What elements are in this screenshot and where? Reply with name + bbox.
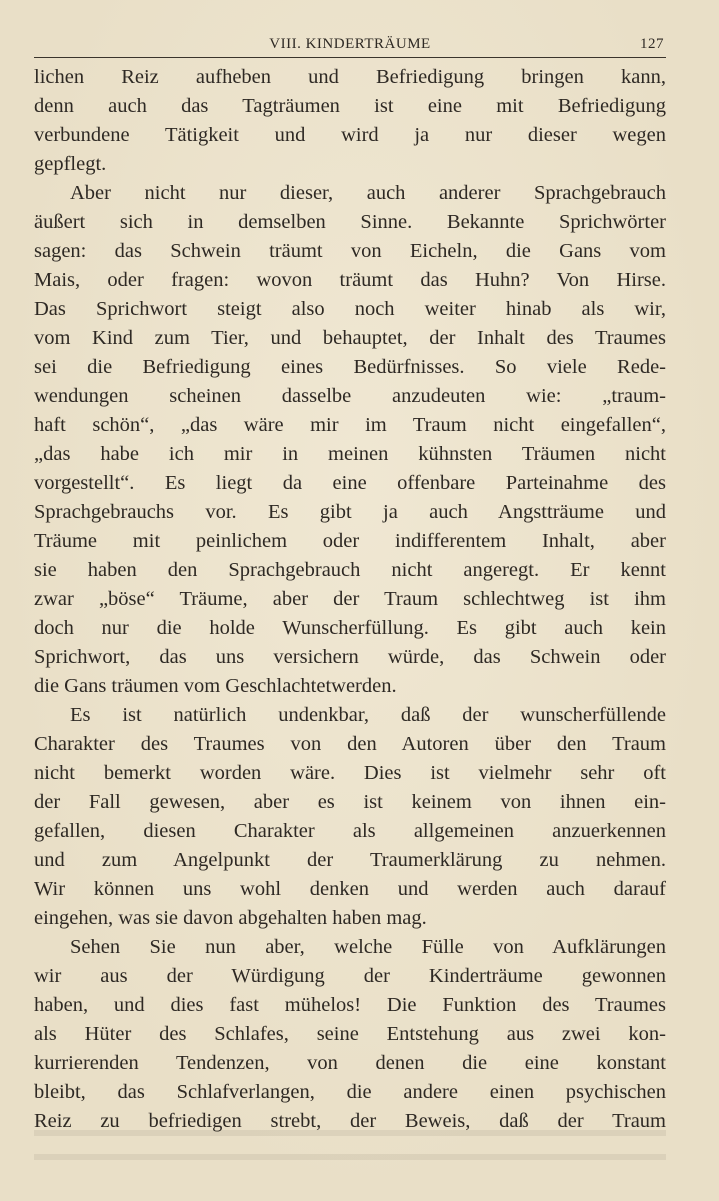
- text-line: gepflegt.: [34, 153, 107, 175]
- text-line: kurrierenden Tendenzen, von denen die eine konstant: [34, 1052, 666, 1074]
- text-line: bleibt, das Schlafverlangen, die andere einen psychischen: [34, 1081, 666, 1103]
- text-line: nicht bemerkt worden wäre. Dies ist vielmehr sehr oft: [34, 762, 666, 784]
- text-line: vom Kind zum Tier, und behauptet, der Inhalt des Traumes: [34, 327, 666, 349]
- text-line: der Fall gewesen, aber es ist keinem von ihnen ein-: [34, 791, 666, 813]
- text-line: äußert sich in demselben Sinne. Bekannte Sprichwörter: [34, 211, 666, 233]
- text-line: wendungen scheinen dasselbe anzudeuten wie: „traum-: [34, 385, 666, 407]
- text-line: sie haben den Sprachgebrauch nicht angeregt. Er kennt: [34, 559, 666, 581]
- text-line: doch nur die holde Wunscherfüllung. Es gibt auch kein: [34, 617, 666, 639]
- text-line: haben, und dies fast mühelos! Die Funktion des Traumes: [34, 994, 666, 1016]
- show-through-texture: [34, 1120, 666, 1180]
- text-line: eingehen, was sie davon abgehalten haben mag.: [34, 907, 427, 929]
- paragraph-start-line: Aber nicht nur dieser, auch anderer Sprachgebrauch: [70, 182, 666, 204]
- text-line: gefallen, diesen Charakter als allgemeinen anzuerkennen: [34, 820, 666, 842]
- running-title: VIII. KINDERTRÄUME: [269, 36, 431, 52]
- text-line: verbundene Tätigkeit und wird ja nur dieser wegen: [34, 124, 666, 146]
- paragraph-start-line: Es ist natürlich undenkbar, daß der wunscherfüllende: [70, 704, 666, 726]
- text-line: Sprichwort, das uns versichern würde, das Schwein oder: [34, 646, 666, 668]
- text-line: Das Sprichwort steigt also noch weiter hinab als wir,: [34, 298, 666, 320]
- running-head: [34, 33, 666, 58]
- text-line: die Gans träumen vom Geschlachtetwerden.: [34, 675, 397, 697]
- text-line: Sprachgebrauchs vor. Es gibt ja auch Angstträume und: [34, 501, 666, 523]
- text-line: lichen Reiz aufheben und Befriedigung bringen kann,: [34, 66, 666, 88]
- text-line: Reiz zu befriedigen strebt, der Beweis, daß der Traum: [34, 1110, 666, 1132]
- text-line: als Hüter des Schlafes, seine Entstehung aus zwei kon-: [34, 1023, 666, 1045]
- text-line: Träume mit peinlichem oder indifferentem Inhalt, aber: [34, 530, 666, 552]
- text-line: Wir können uns wohl denken und werden auch darauf: [34, 878, 666, 900]
- text-line: wir aus der Würdigung der Kinderträume gewonnen: [34, 965, 666, 987]
- text-line: Charakter des Traumes von den Autoren über den Traum: [34, 733, 666, 755]
- text-line: und zum Angelpunkt der Traumerklärung zu nehmen.: [34, 849, 666, 871]
- text-line: sei die Befriedigung eines Bedürfnisses. So viele Rede-: [34, 356, 666, 378]
- text-line: zwar „böse“ Träume, aber der Traum schlechtweg ist ihm: [34, 588, 666, 610]
- text-line: vorgestellt“. Es liegt da eine offenbare Parteinahme des: [34, 472, 666, 494]
- paragraph-start-line: Sehen Sie nun aber, welche Fülle von Aufklärungen: [70, 936, 666, 958]
- text-line: haft schön“, „das wäre mir im Traum nicht eingefallen“,: [34, 414, 666, 436]
- page-number: 127: [640, 36, 664, 52]
- text-line: sagen: das Schwein träumt von Eicheln, die Gans vom: [34, 240, 666, 262]
- text-line: Mais, oder fragen: wovon träumt das Huhn? Von Hirse.: [34, 269, 666, 291]
- body-text: [34, 63, 666, 1136]
- text-line: denn auch das Tagträumen ist eine mit Befriedigung: [34, 95, 666, 117]
- text-line: „das habe ich mir in meinen kühnsten Träumen nicht: [34, 443, 666, 465]
